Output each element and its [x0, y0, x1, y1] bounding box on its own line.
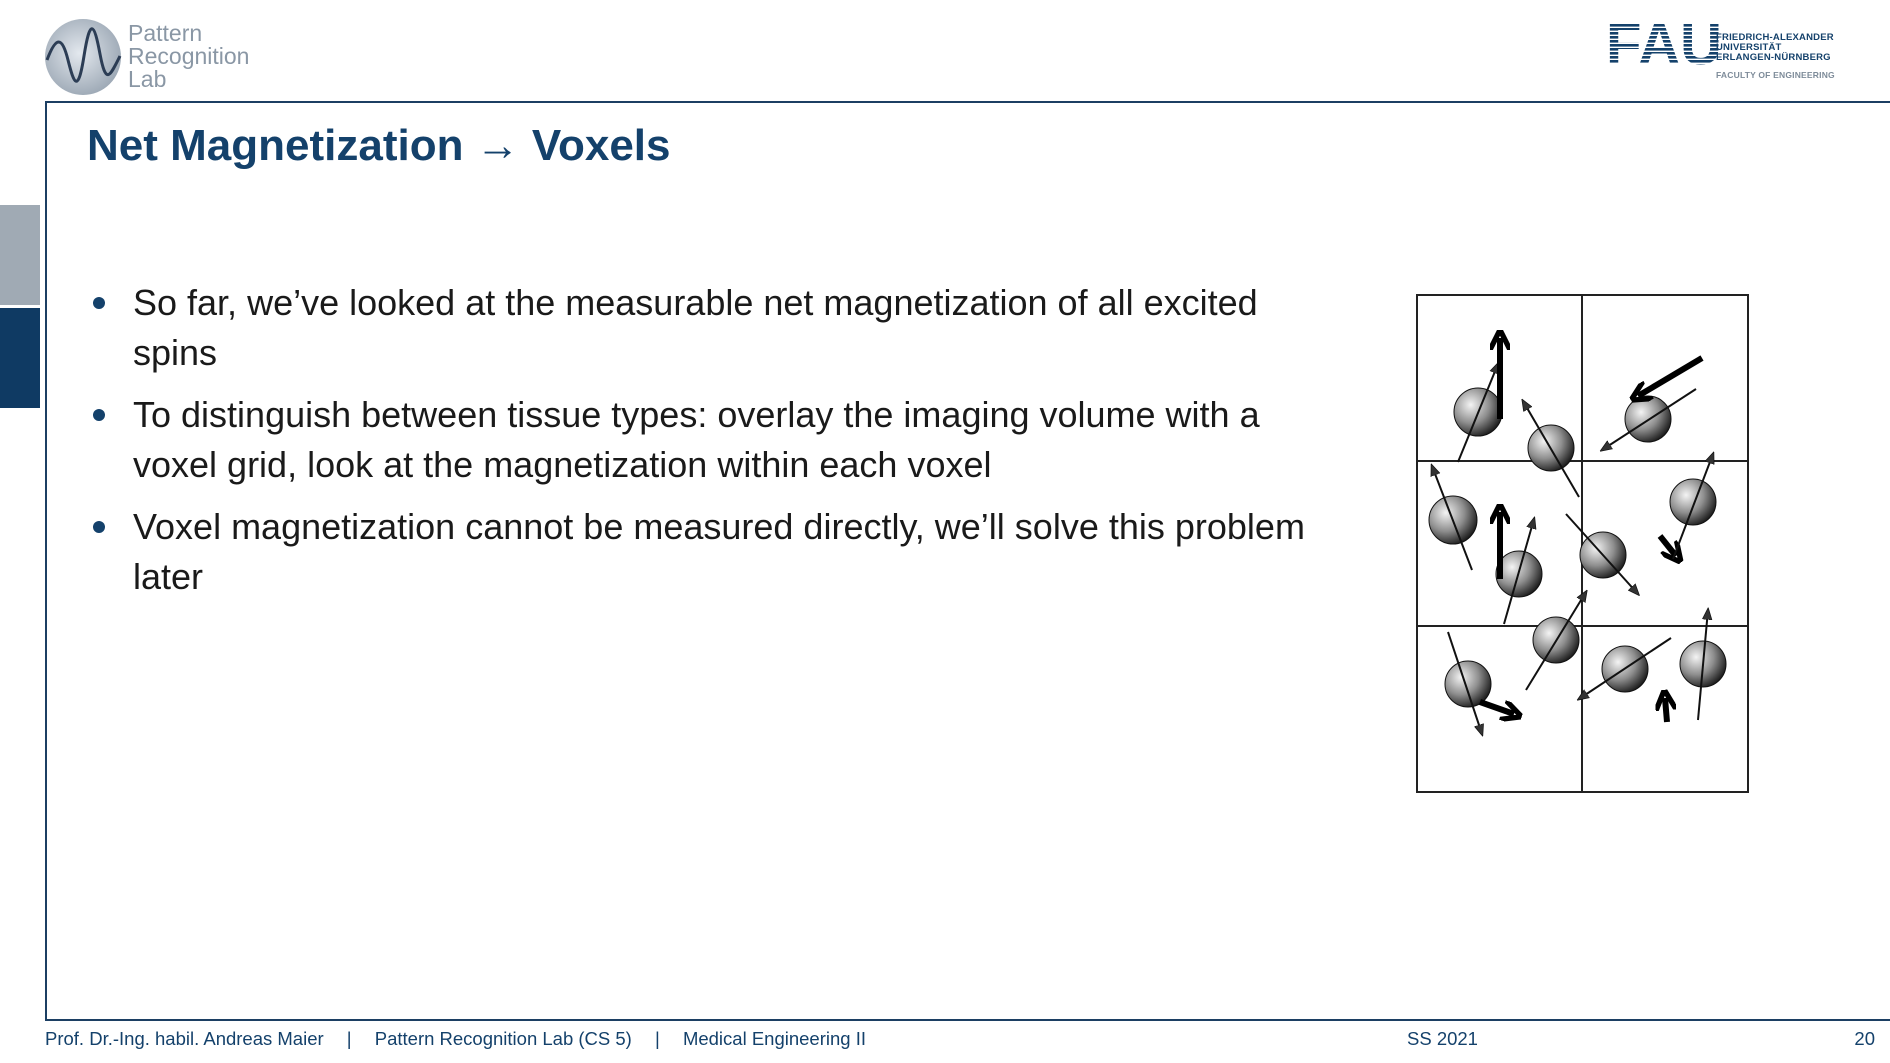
net-magnetization-arrow — [1660, 536, 1676, 556]
fau-logo-line3: ERLANGEN-NÜRNBERG — [1716, 52, 1831, 63]
bullet-text: Voxel magnetization cannot be measured directly, we’ll solve this problem later — [133, 506, 1305, 597]
spin-group — [1670, 454, 1716, 559]
fau-faculty-label: FACULTY OF ENGINEERING — [1716, 70, 1835, 80]
slide-title: Net Magnetization → Voxels — [87, 121, 671, 170]
lab-logo-line3: Lab — [128, 66, 167, 92]
spin-group — [1602, 389, 1696, 450]
page-number: 20 — [1854, 1028, 1875, 1049]
bullet-icon — [93, 409, 105, 421]
spin-group — [1429, 466, 1477, 570]
section-tab-current — [0, 308, 40, 408]
footer-lab: Pattern Recognition Lab (CS 5) — [374, 1028, 632, 1049]
net-magnetization-arrow — [1665, 698, 1667, 722]
spin-group — [1523, 401, 1579, 497]
bullet-item — [87, 502, 1337, 602]
lab-logo-line2: Recognition — [128, 43, 250, 69]
fau-logo-line2: UNIVERSITÄT — [1716, 42, 1782, 53]
fau-logo-mark: FAU — [1606, 16, 1722, 77]
net-magnetization-arrow — [1480, 702, 1514, 714]
footer-term: SS 2021 — [1407, 1028, 1478, 1049]
footer-separator: | — [346, 1028, 352, 1049]
slide-header — [0, 0, 1890, 102]
bullet-icon — [93, 297, 105, 309]
bullet-list — [87, 278, 1337, 614]
spin-group — [1445, 632, 1491, 734]
voxel-grid-spins-figure — [1416, 294, 1751, 794]
spin-group — [1454, 364, 1502, 462]
section-tab-previous — [0, 205, 40, 305]
lab-logo-text — [128, 22, 249, 91]
bullet-item — [87, 390, 1337, 490]
spin-group — [1526, 592, 1586, 690]
bullet-text: So far, we’ve looked at the measurable net magnetization of all excited spins — [133, 282, 1258, 373]
slide-footer — [45, 1027, 1875, 1053]
footer-author: Prof. Dr.-Ing. habil. Andreas Maier — [45, 1028, 324, 1049]
footer-course: Medical Engineering II — [682, 1028, 866, 1049]
frame-top-border — [45, 101, 1890, 103]
footer-separator: | — [654, 1028, 660, 1049]
frame-bottom-border — [45, 1019, 1890, 1021]
spin-group — [1566, 514, 1638, 594]
bullet-item — [87, 278, 1337, 378]
spin-group — [1579, 638, 1671, 699]
bullet-text: To distinguish between tissue types: overlay the imaging volume with a voxel grid, look at the magnetization within each voxel — [133, 394, 1260, 485]
bullet-icon — [93, 521, 105, 533]
frame-left-border — [45, 101, 47, 1021]
fau-logo-text — [1716, 33, 1834, 63]
lab-logo-line1: Pattern — [128, 20, 203, 46]
fau-logo-line1: FRIEDRICH-ALEXANDER — [1716, 32, 1834, 43]
